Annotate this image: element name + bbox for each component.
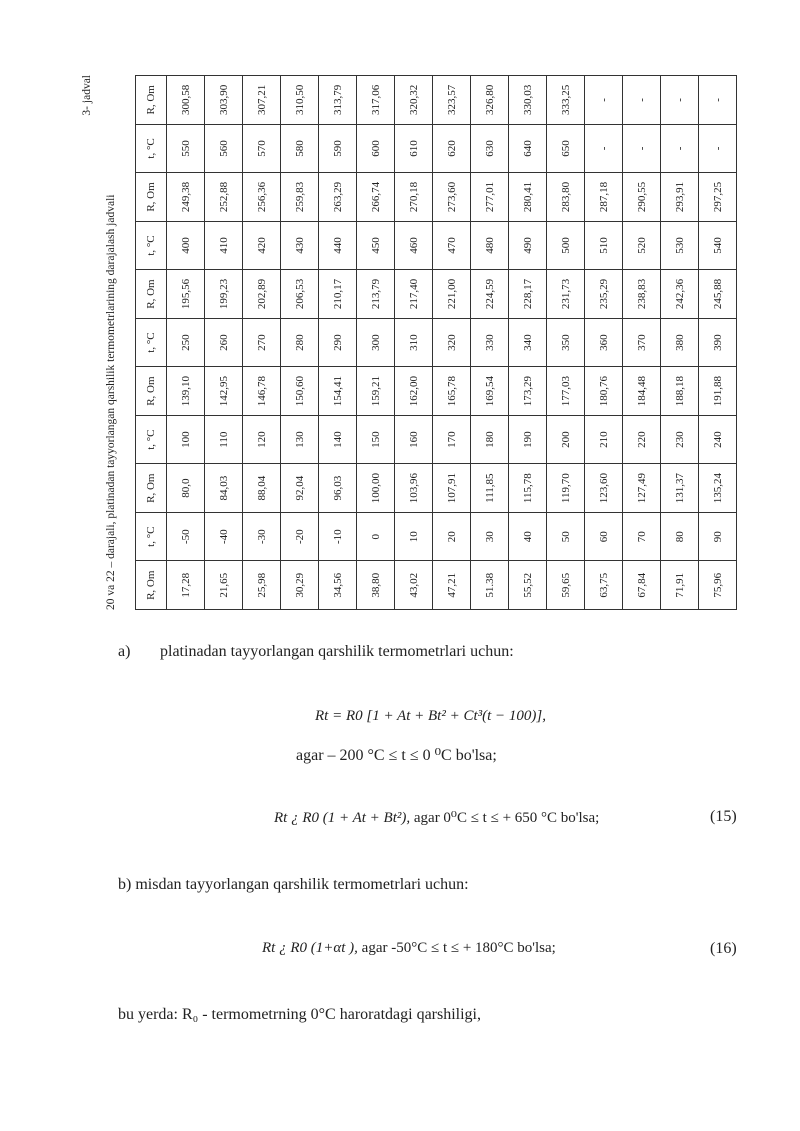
column-header: t, °C	[136, 221, 167, 270]
table-cell: 47,21	[433, 561, 471, 610]
table-cell: 200	[547, 415, 585, 464]
table-cell: 38,80	[357, 561, 395, 610]
table-cell: 307,21	[243, 76, 281, 125]
rotated-table-region	[75, 75, 765, 610]
table-cell: 188,18	[661, 367, 699, 416]
table-cell: 63,75	[585, 561, 623, 610]
table-cell: 220	[623, 415, 661, 464]
table-cell: 360	[585, 318, 623, 367]
table-cell: 177,03	[547, 367, 585, 416]
table-row	[395, 76, 433, 610]
table-cell: 71,91	[661, 561, 699, 610]
table-cell: 25,98	[243, 561, 281, 610]
table-cell: 340	[509, 318, 547, 367]
table-cell: -	[699, 76, 737, 125]
equation-number-16: (16)	[710, 940, 737, 957]
column-header: R, Om	[136, 561, 167, 610]
table-row	[319, 76, 357, 610]
table-cell: 410	[205, 221, 243, 270]
table-cell: 130	[281, 415, 319, 464]
table-cell: 43,02	[395, 561, 433, 610]
column-header: R, Om	[136, 464, 167, 513]
table-cell: -	[585, 124, 623, 173]
table-cell: 107,91	[433, 464, 471, 513]
table-cell: 252,88	[205, 173, 243, 222]
table-cell: 320	[433, 318, 471, 367]
table-cell: 228,17	[509, 270, 547, 319]
table-cell: 280	[281, 318, 319, 367]
table-cell: 10	[395, 512, 433, 561]
table-cell: 169,54	[471, 367, 509, 416]
table-cell: 650	[547, 124, 585, 173]
table-cell: 84,03	[205, 464, 243, 513]
table-row	[357, 76, 395, 610]
table-cell: -	[623, 76, 661, 125]
table-cell: 420	[243, 221, 281, 270]
table-cell: 131,37	[661, 464, 699, 513]
table-header-row	[136, 76, 167, 610]
table-cell: 127,49	[623, 464, 661, 513]
table-cell: 180	[471, 415, 509, 464]
column-header: R, Om	[136, 173, 167, 222]
table-cell: 540	[699, 221, 737, 270]
equation-number-15: (15)	[710, 808, 737, 825]
table-cell: 100,00	[357, 464, 395, 513]
table-cell: 217,40	[395, 270, 433, 319]
table-cell: 317,06	[357, 76, 395, 125]
table-cell: 191,88	[699, 367, 737, 416]
table-cell: 245,88	[699, 270, 737, 319]
table-cell: 590	[319, 124, 357, 173]
formula-3-condition: agar -50°C ≤ t ≤ + 180°C bo'lsa;	[357, 940, 556, 956]
table-cell: 210	[585, 415, 623, 464]
table-row	[585, 76, 623, 610]
table-cell: 195,56	[167, 270, 205, 319]
calibration-table-block	[75, 75, 765, 610]
table-cell: 380	[661, 318, 699, 367]
table-cell: 283,80	[547, 173, 585, 222]
table-cell: 51.38	[471, 561, 509, 610]
table-cell: 323,57	[433, 76, 471, 125]
table-cell: 59,65	[547, 561, 585, 610]
table-cell: 370	[623, 318, 661, 367]
table-cell: 150	[357, 415, 395, 464]
table-cell: 249,38	[167, 173, 205, 222]
table-cell: 263,29	[319, 173, 357, 222]
table-cell: 290,55	[623, 173, 661, 222]
table-cell: 550	[167, 124, 205, 173]
table-cell: 190	[509, 415, 547, 464]
table-cell: 199,23	[205, 270, 243, 319]
table-cell: -10	[319, 512, 357, 561]
table-cell: 520	[623, 221, 661, 270]
table-cell: 123,60	[585, 464, 623, 513]
table-cell: 90	[699, 512, 737, 561]
table-cell: 96,03	[319, 464, 357, 513]
table-cell: 224,59	[471, 270, 509, 319]
table-cell: 313,79	[319, 76, 357, 125]
table-cell: 142,95	[205, 367, 243, 416]
table-cell: -20	[281, 512, 319, 561]
table-cell: 242,36	[661, 270, 699, 319]
table-cell: 280,41	[509, 173, 547, 222]
table-cell: 440	[319, 221, 357, 270]
table-cell: 390	[699, 318, 737, 367]
table-cell: 221,00	[433, 270, 471, 319]
table-cell: 55,52	[509, 561, 547, 610]
column-header: t, °C	[136, 415, 167, 464]
table-cell: 610	[395, 124, 433, 173]
table-cell: 50	[547, 512, 585, 561]
item-a-text: platinadan tayyorlangan qarshilik termometrlari uchun:	[160, 643, 514, 660]
table-cell: 350	[547, 318, 585, 367]
table-row	[205, 76, 243, 610]
table-row	[433, 76, 471, 610]
table-cell: -30	[243, 512, 281, 561]
table-cell: 88,04	[243, 464, 281, 513]
item-b-text: b) misdan tayyorlangan qarshilik termometrlari uchun:	[118, 876, 469, 893]
table-cell: 34,56	[319, 561, 357, 610]
table-row	[623, 76, 661, 610]
table-caption	[75, 75, 135, 610]
table-cell: 470	[433, 221, 471, 270]
formula-2-condition: agar 0⁰C ≤ t ≤ + 650 °C bo'lsa;	[410, 810, 600, 826]
table-cell: 287,18	[585, 173, 623, 222]
table-cell: 600	[357, 124, 395, 173]
formula-3	[262, 940, 556, 957]
table-row	[471, 76, 509, 610]
table-cell: 630	[471, 124, 509, 173]
table-cell: 297,25	[699, 173, 737, 222]
table-cell: 400	[167, 221, 205, 270]
table-cell: 430	[281, 221, 319, 270]
table-cell: 240	[699, 415, 737, 464]
table-cell: 30	[471, 512, 509, 561]
table-cell: 17,28	[167, 561, 205, 610]
table-cell: 146,78	[243, 367, 281, 416]
table-cell: 330,03	[509, 76, 547, 125]
table-cell: 560	[205, 124, 243, 173]
table-cell: 150,60	[281, 367, 319, 416]
table-row	[281, 76, 319, 610]
table-cell: 40	[509, 512, 547, 561]
column-header: t, °C	[136, 124, 167, 173]
table-cell: 330	[471, 318, 509, 367]
table-body	[167, 76, 737, 610]
table-row	[243, 76, 281, 610]
table-cell: 206,53	[281, 270, 319, 319]
table-cell: 111,85	[471, 464, 509, 513]
table-cell: 333,25	[547, 76, 585, 125]
table-cell: 75,96	[699, 561, 737, 610]
table-cell: 273,60	[433, 173, 471, 222]
table-cell: 270,18	[395, 173, 433, 222]
table-cell: 260	[205, 318, 243, 367]
table-cell: 67,84	[623, 561, 661, 610]
table-cell: 173,29	[509, 367, 547, 416]
table-cell: 135,24	[699, 464, 737, 513]
formula-1-condition: agar – 200 °C ≤ t ≤ 0 ⁰C bo'lsa;	[296, 747, 497, 764]
table-cell: 119,70	[547, 464, 585, 513]
table-cell: 460	[395, 221, 433, 270]
table-label: 3- jadval	[81, 75, 93, 116]
table-cell: 210,17	[319, 270, 357, 319]
table-cell: -	[699, 124, 737, 173]
table-cell: 21,65	[205, 561, 243, 610]
table-cell: -	[661, 76, 699, 125]
table-cell: 115,78	[509, 464, 547, 513]
formula-1: Rt = R0 [1 + At + Bt² + Ct³(t − 100)],	[315, 708, 546, 724]
table-cell: 230	[661, 415, 699, 464]
table-cell: 160	[395, 415, 433, 464]
table-cell: 290	[319, 318, 357, 367]
table-cell: 92,04	[281, 464, 319, 513]
table-cell: 293,91	[661, 173, 699, 222]
table-cell: 159,21	[357, 367, 395, 416]
table-cell: 256,36	[243, 173, 281, 222]
table-cell: 80	[661, 512, 699, 561]
table-title: 20 va 22 – darajali, platinadan tayyorlangan qarshilik termometrlarining darajalash jadvali	[105, 194, 117, 610]
table-cell: 266,74	[357, 173, 395, 222]
table-cell: 259,83	[281, 173, 319, 222]
table-cell: 140	[319, 415, 357, 464]
table-cell: -40	[205, 512, 243, 561]
table-cell: 202,89	[243, 270, 281, 319]
column-header: R, Om	[136, 76, 167, 125]
table-cell: 310,50	[281, 76, 319, 125]
table-cell: 100	[167, 415, 205, 464]
table-cell: 277,01	[471, 173, 509, 222]
formula-2-expr: Rt ¿ R0 (1 + At + Bt²),	[274, 810, 411, 826]
table-cell: 310	[395, 318, 433, 367]
table-cell: 180,76	[585, 367, 623, 416]
table-cell: 270	[243, 318, 281, 367]
footnote-text: bu yerda: R₀ - termometrning 0°C haroratdagi qarshiligi,	[118, 1006, 481, 1023]
table-cell: 110	[205, 415, 243, 464]
table-cell: 235,29	[585, 270, 623, 319]
formula-2	[274, 808, 599, 827]
table-cell: 303,90	[205, 76, 243, 125]
table-cell: 570	[243, 124, 281, 173]
table-row	[509, 76, 547, 610]
table-cell: -50	[167, 512, 205, 561]
column-header: t, °C	[136, 318, 167, 367]
table-cell: 162,00	[395, 367, 433, 416]
table-cell: 620	[433, 124, 471, 173]
table-cell: 480	[471, 221, 509, 270]
table-row	[167, 76, 205, 610]
column-header: t, °C	[136, 512, 167, 561]
item-a-label: a)	[118, 643, 131, 660]
calibration-table	[135, 75, 737, 610]
table-cell: 20	[433, 512, 471, 561]
table-cell: 320,32	[395, 76, 433, 125]
column-header: R, Om	[136, 367, 167, 416]
table-cell: 490	[509, 221, 547, 270]
table-cell: 103,96	[395, 464, 433, 513]
table-cell: 250	[167, 318, 205, 367]
formula-3-expr: Rt ¿ R0 (1+αt ),	[262, 940, 358, 956]
table-cell: 231,73	[547, 270, 585, 319]
table-cell: 60	[585, 512, 623, 561]
table-cell: 500	[547, 221, 585, 270]
table-cell: -	[661, 124, 699, 173]
table-cell: 170	[433, 415, 471, 464]
table-cell: 530	[661, 221, 699, 270]
table-cell: 238,83	[623, 270, 661, 319]
table-cell: 120	[243, 415, 281, 464]
table-cell: 326,80	[471, 76, 509, 125]
table-cell: 640	[509, 124, 547, 173]
table-cell: 154,41	[319, 367, 357, 416]
table-row	[661, 76, 699, 610]
table-cell: 300,58	[167, 76, 205, 125]
table-row	[547, 76, 585, 610]
table-row	[699, 76, 737, 610]
table-cell: 184,48	[623, 367, 661, 416]
table-cell: 80,0	[167, 464, 205, 513]
table-cell: -	[585, 76, 623, 125]
table-cell: 450	[357, 221, 395, 270]
table-cell: 510	[585, 221, 623, 270]
table-cell: 580	[281, 124, 319, 173]
table-cell: 139,10	[167, 367, 205, 416]
table-cell: 0	[357, 512, 395, 561]
column-header: R, Om	[136, 270, 167, 319]
table-cell: 213,79	[357, 270, 395, 319]
table-cell: 70	[623, 512, 661, 561]
table-cell: 300	[357, 318, 395, 367]
table-cell: 30,29	[281, 561, 319, 610]
table-cell: -	[623, 124, 661, 173]
table-cell: 165,78	[433, 367, 471, 416]
